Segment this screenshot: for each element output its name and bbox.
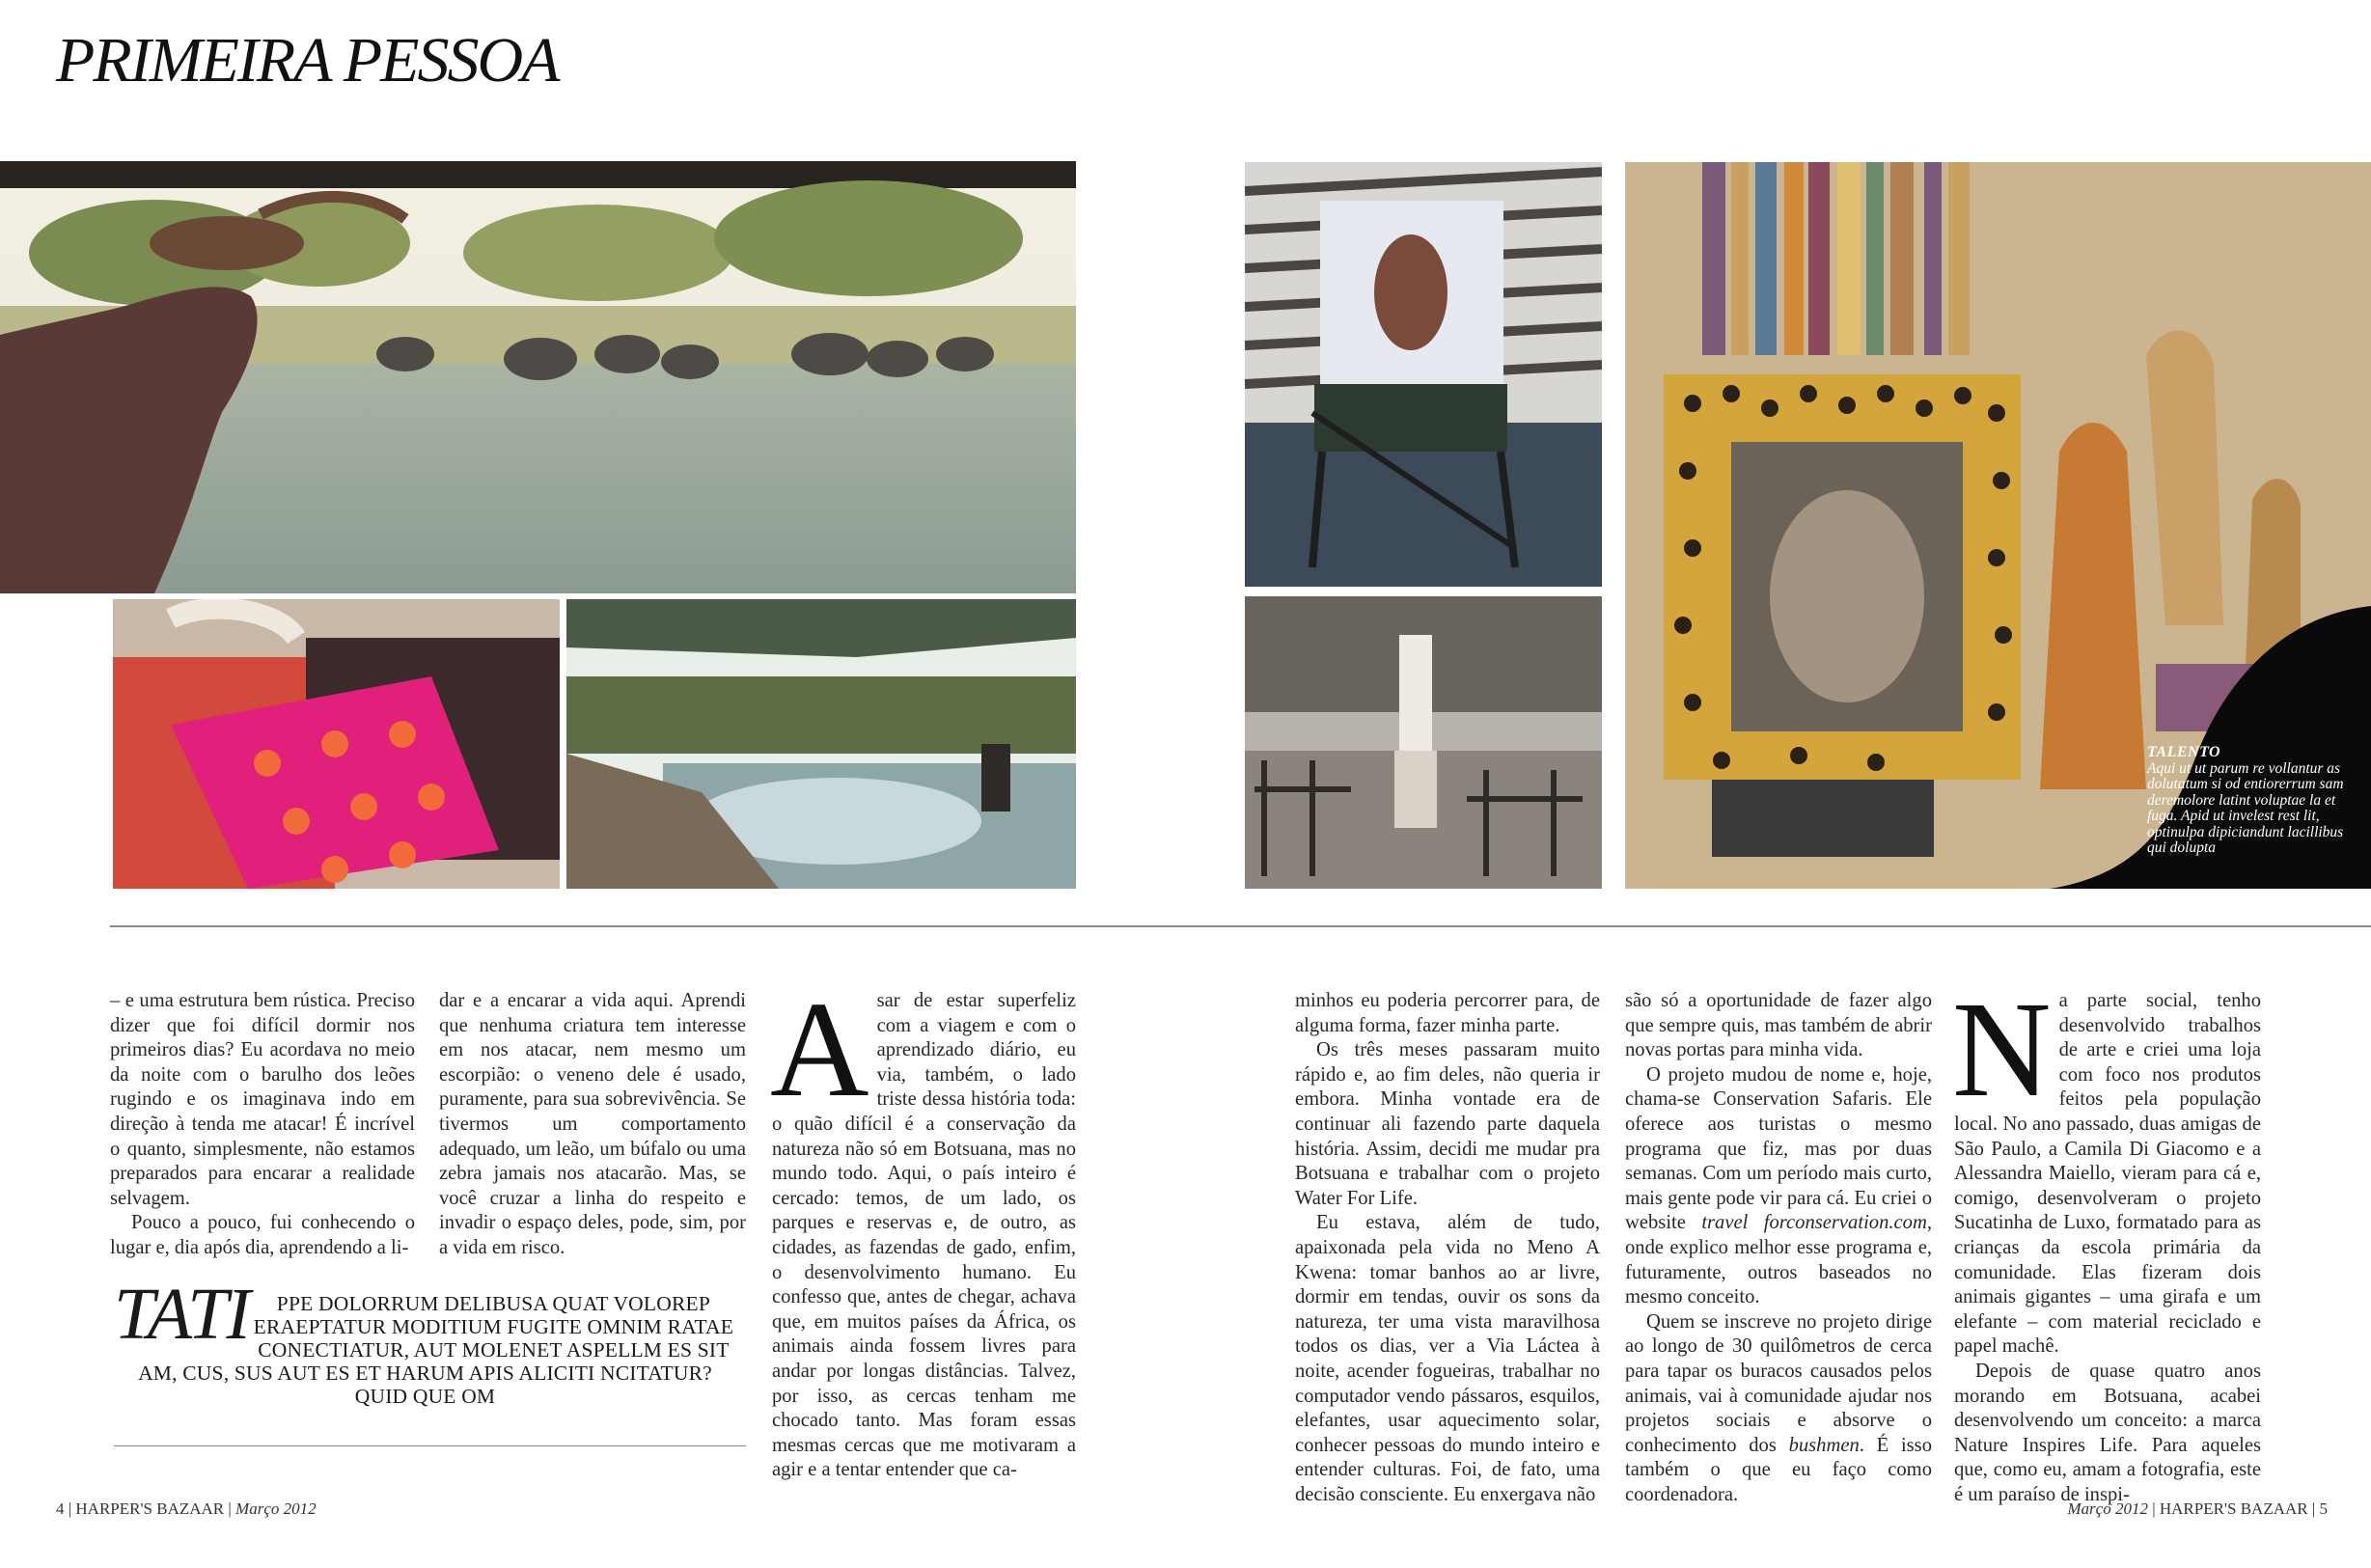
paragraph: a parte social, tenho desenvolvido trabalhos de arte e criei uma loja com foco nos produtos feitos pela população local. No ano passado, duas amigas de São Paulo, a Camila Di Giacomo e a Alessandra Maiello, vieram para cá e, comigo, desenvolveram o projeto Sucatinha de Luxo, formatado para as crianças da escola primária da comunidade. Elas fizeram dois animais gigantes – uma girafa e um elefante – com material reciclado e papel machê.: [1954, 990, 2261, 1358]
photo-cushions: [113, 599, 560, 889]
pull-quote: [114, 1274, 736, 1408]
pull-quote-text: PPE DOLORRUM DELIBUSA QUAT VOLOREP ERAEPTATUR MODITIUM FUGITE OMNIM RATAE CONECTIATUR, AUT MOLENET ASPELLM ES SIT AM, CUS, SUS AUT ES ET HARUM APIS ALICITI NCITATUR? QUID QUE OM: [138, 1292, 734, 1408]
paragraph: Eu estava, além de tudo, apaixonada pela vida no Meno A Kwena: tomar banhos ao ar livre, dormir em tendas, ouvir os sons da natureza, ter uma vista maravilhosa todos os dias, ver a Via Láctea à noite, acender fogueiras, trabalhar no computador vendo pássaros, esquilos, elefantes, usar aquecimento solar, conhecer pessoas do mundo inteiro e entender culturas. Foi, de fato, uma decisão consciente. Eu enxergava não: [1295, 1212, 1600, 1505]
photo-caption: [2147, 745, 2345, 857]
paragraph: sar de estar superfeliz com a viagem e com o aprendizado diário, eu via, também, o lado triste dessa história toda: o quão difícil é a conservação da natureza não só em Botsuana, mas no mundo todo. Aqui, o país inteiro é cercado: temos, de um lado, os parques e reservas e, de outro, as cidades, as fazendas de gado, enfim, o desenvolvimento humano. Eu confesso que, antes de chegar, achava que, em muitos países da África, os animais ainda fossem livres para andar por longas distâncias. Talvez, por isso, as cercas tenham me chocado tanto. Mas foram essas mesmas cercas que me motivaram a agir e a tentar entender que ca-: [772, 990, 1076, 1481]
page-number: 5: [2319, 1499, 2328, 1518]
caption-text: Aqui ut ut parum re vollantur as dolutatum si od entiorerrum sam deremolore latint voluptae la et fuga. Apid ut invelest rest lit, optinulpa dipiciandunt lacillibus qui dolupta: [2147, 759, 2344, 856]
footer-left: 4 | HARPER'S BAZAAR | Março 2012: [56, 1499, 317, 1518]
paragraph: Pouco a pouco, fui conhecendo o lugar e, dia após dia, aprendendo a li-: [110, 1212, 415, 1258]
footer-right: Março 2012 | HARPER'S BAZAAR | 5: [2067, 1499, 2328, 1518]
paragraph: O projeto mudou de nome e, hoje, chama-se Conservation Safaris. Ele oferece aos turistas o mesmo programa que fiz, mas por duas semanas. Com um período mais curto, mais gente pode vir para cá. Eu criei o website travel forconservation.com, onde explico melhor esse programa e, futuramente, outros baseados no mesmo conceito.: [1625, 1063, 1932, 1308]
issue-date: Março 2012: [2067, 1499, 2148, 1518]
photo-lodge-interior: [1245, 596, 1602, 889]
paragraph: são só a oportunidade de fazer algo que sempre quis, mas também de abrir novas portas para minha vida.: [1625, 990, 1932, 1061]
article-column-6: [1952, 973, 2261, 1507]
photo-elephants-river: [0, 161, 1076, 593]
issue-date: Março 2012: [235, 1499, 317, 1518]
article-column-3: [770, 973, 1076, 1483]
drop-cap: N: [1952, 973, 2052, 1125]
pull-quote-divider: [114, 1445, 746, 1446]
photo-chair-cushion: [1245, 162, 1602, 587]
magazine-name: HARPER'S BAZAAR: [2159, 1499, 2308, 1518]
pull-quote-head: TATI: [114, 1274, 249, 1355]
paragraph: Os três meses passaram muito rápido e, ao fim deles, não queria ir embora. Minha vontade era de continuar ali fazendo parte daquela história. Assim, decidi me mudar pra Botsuana e trabalhar com o projeto Water For Life.: [1295, 1039, 1600, 1209]
section-title: PRIMEIRA PESSOA: [56, 25, 559, 96]
article-column-1: [110, 989, 415, 1261]
page-number: 4: [56, 1499, 65, 1518]
drop-cap: A: [770, 973, 869, 1125]
article-column-4: [1295, 989, 1600, 1507]
paragraph: dar e a encarar a vida aqui. Aprendi que nenhuma criatura tem interesse em nos atacar, nem mesmo um escorpião: o veneno dele é usado, puramente, para sua sobrevivência. Se tivermos um comportamento adequado, um leão, um búfalo ou uma zebra jamais nos atacarão. Mas, se você cruzar a linha do respeito e invadir o espaço deles, pode, sim, por a vida em risco.: [439, 990, 746, 1258]
section-divider: [110, 925, 2371, 927]
paragraph: Quem se inscreve no projeto dirige ao longo de 30 quilômetros de cerca para tapar os buracos causados pelos animais, vai à comunidade ajudar nos projetos sociais e absorve o conhecimento dos bushmen. É isso também o que eu faço como coordenadora.: [1625, 1310, 1932, 1505]
magazine-name: HARPER'S BAZAAR: [75, 1499, 225, 1518]
paragraph: Depois de quase quatro anos morando em Botsuana, acabei desenvolvendo um conceito: a marca Nature Inspires Life. Para aqueles que, como eu, amam a fotografia, este é um paraíso de inspi-: [1954, 1360, 2261, 1505]
photo-deck-pool: [566, 599, 1076, 889]
article-column-2: [439, 989, 746, 1261]
caption-title: TALENTO: [2147, 744, 2221, 760]
paragraph: minhos eu poderia percorrer para, de alguma forma, fazer minha parte.: [1295, 990, 1600, 1036]
website-link-text: travel forconservation.com: [1701, 1212, 1927, 1234]
paragraph: – e uma estrutura bem rústica. Preciso dizer que foi difícil dormir nos primeiros dias? Eu acordava no meio da noite com o barulho dos leões rugindo e os imaginava indo em direção à tenda me atacar! É incrível o quanto, simplesmente, não estamos preparados para encarar a realidade selvagem.: [110, 990, 415, 1209]
article-column-5: [1625, 989, 1932, 1507]
